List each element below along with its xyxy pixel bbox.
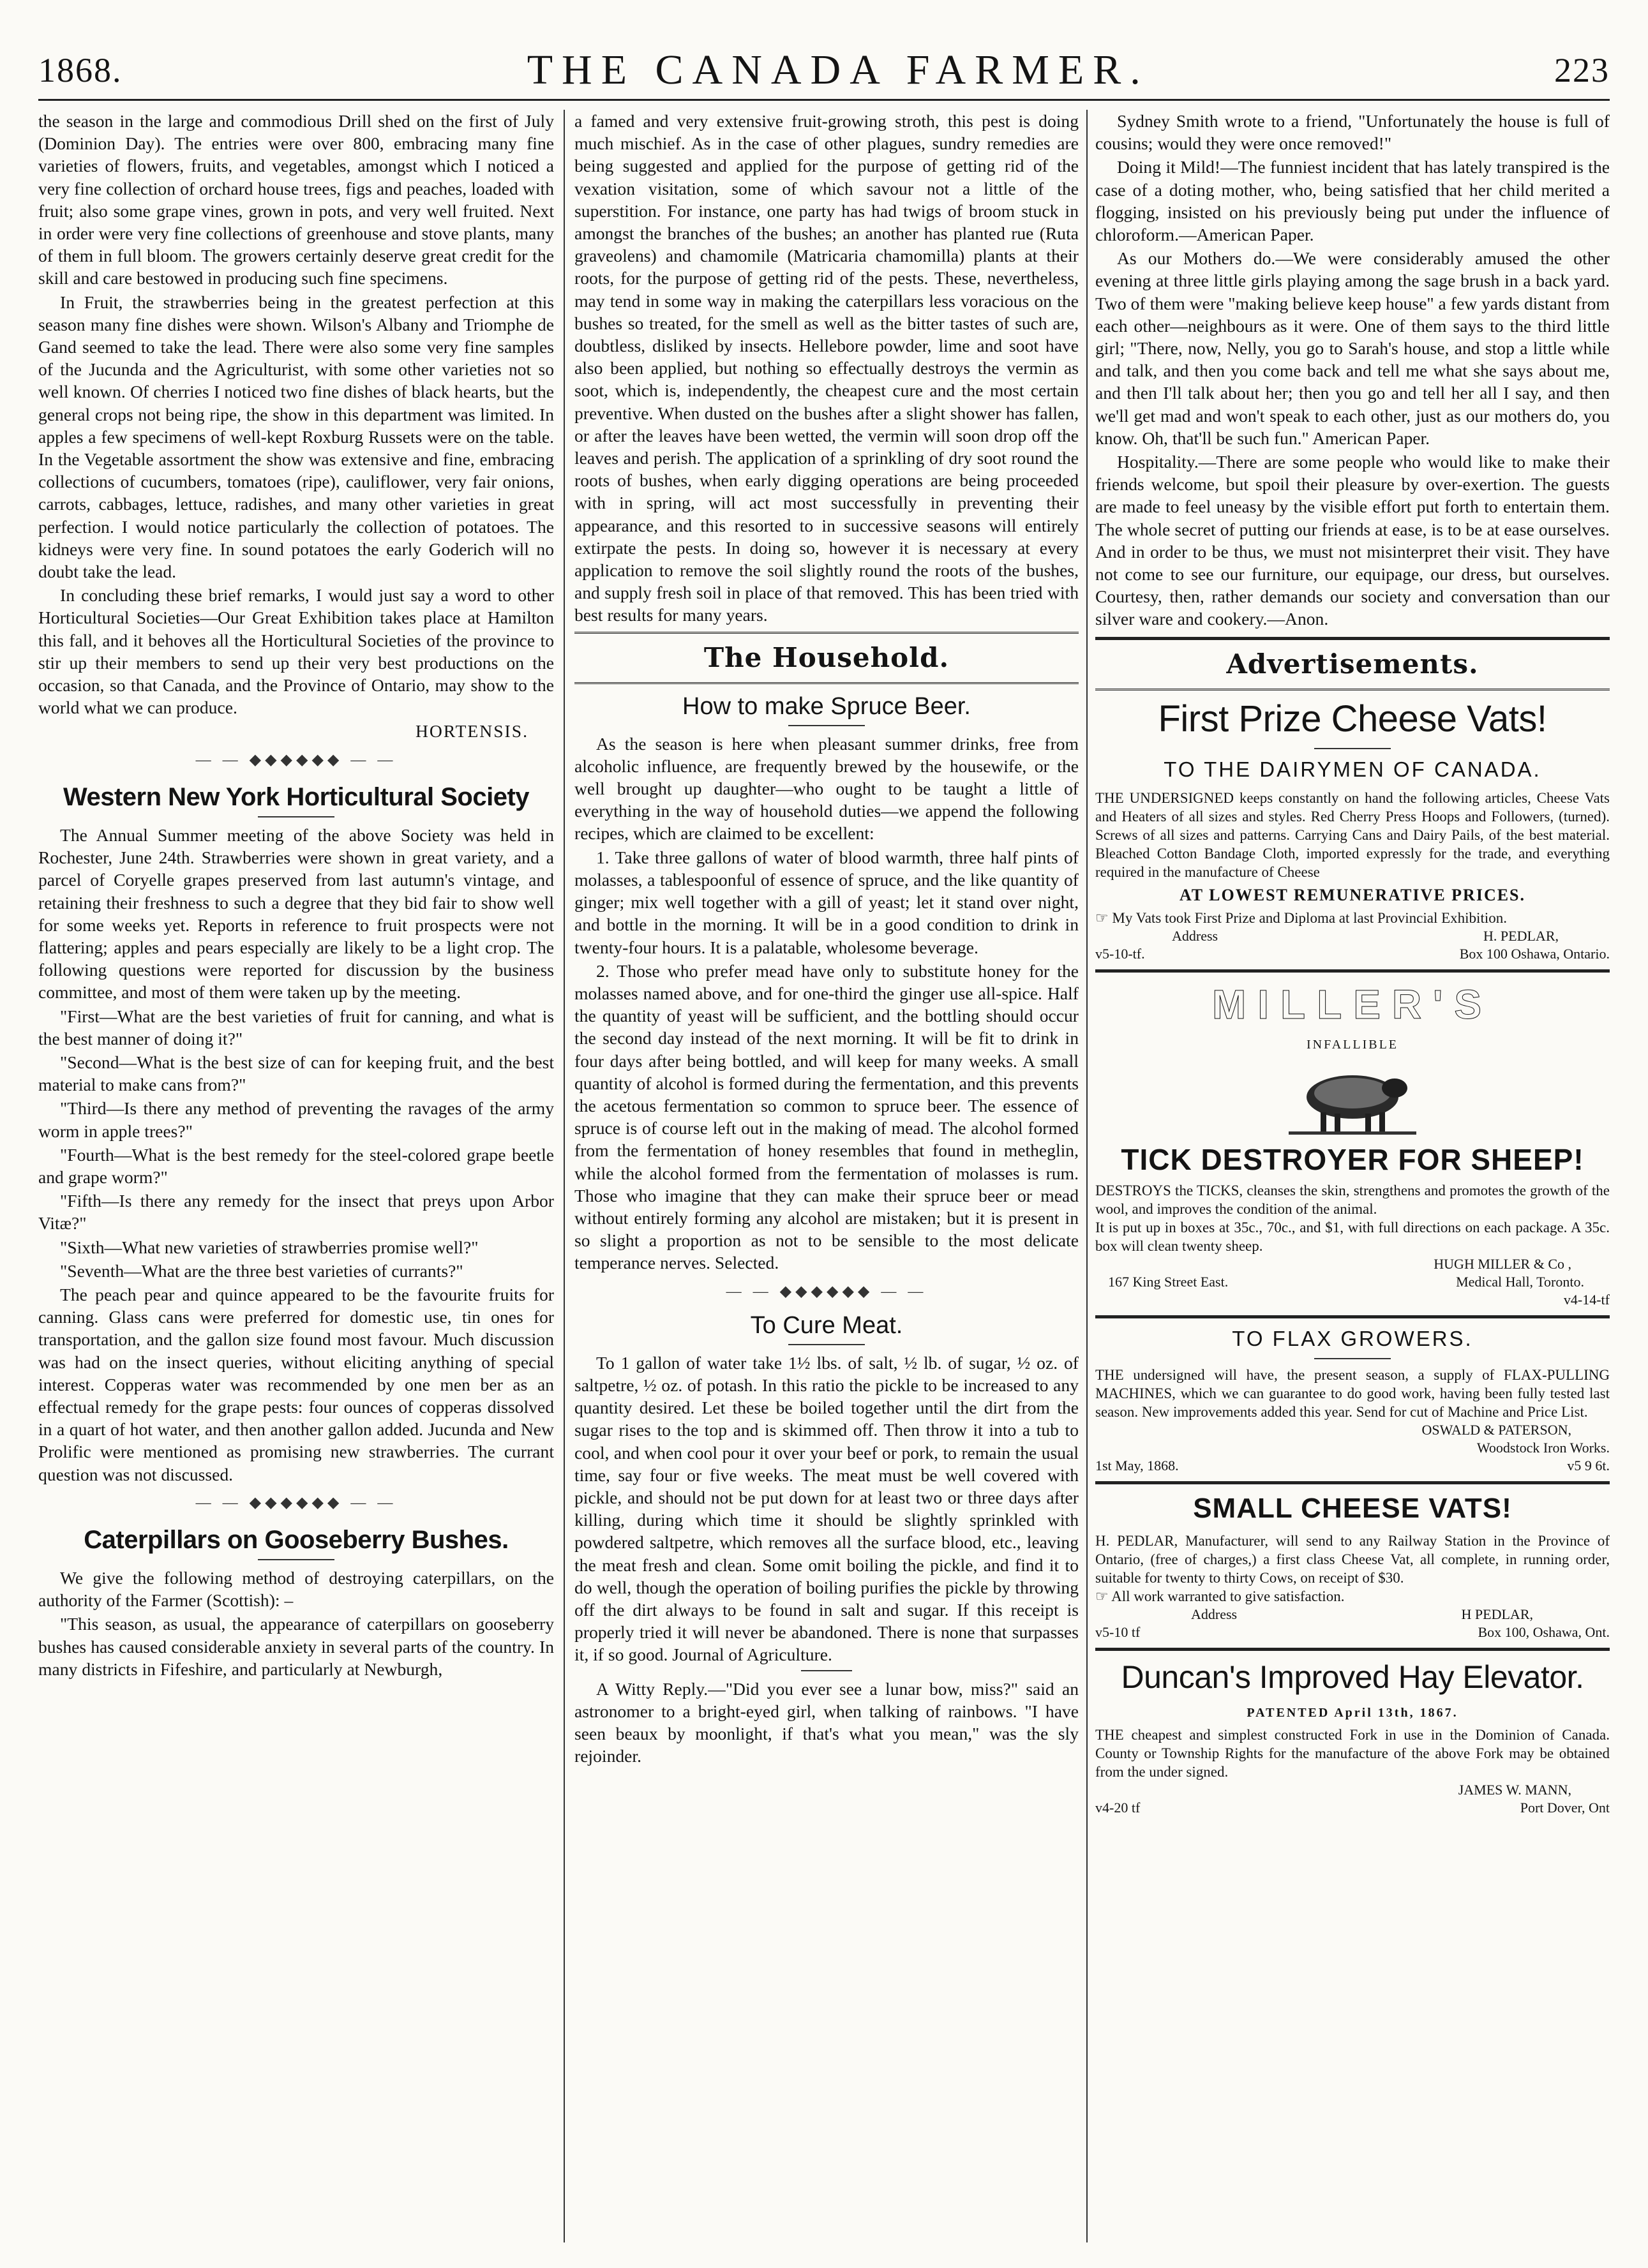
column-divider bbox=[1086, 110, 1088, 2242]
column-divider bbox=[564, 110, 565, 2242]
paragraph: the season in the large and commodious Drill shed on the first of July (Dominion Day). The entries were over 800, embracing many fine varieties of flowers, fruits, and vegetables, amongst which I noticed a very fine collection of orchard house trees, figs and peaches, loaded with fruit; also some grape vines, grown in pots, and very well fruited. Next in order were very fine collections of greenhouse and stove plants, many of them in full bloom. The growers certainly deserve great credit for the skill and care bestowed in producing such fine specimens. bbox=[38, 111, 554, 288]
question: "First—What are the best varieties of fruit for canning, and what is the best manner of doing it?" bbox=[38, 1006, 554, 1048]
ad-rule bbox=[1095, 1648, 1610, 1651]
ad-title: TO FLAX GROWERS. bbox=[1232, 1327, 1473, 1351]
ad-footer-row bbox=[1095, 1273, 1610, 1291]
ad-rule bbox=[1095, 1481, 1610, 1484]
ad-small-cheese-vats bbox=[1095, 1491, 1610, 1641]
ad-code: v5-10 tf bbox=[1095, 1624, 1141, 1641]
ad-name: H PEDLAR, bbox=[1461, 1606, 1533, 1623]
divider bbox=[788, 1344, 865, 1345]
ad-millers-tick-destroyer bbox=[1095, 979, 1610, 1309]
ad-title: SMALL CHEESE VATS! bbox=[1193, 1493, 1512, 1525]
ornament-divider: — — ◆◆◆◆◆◆ — — bbox=[195, 1494, 397, 1511]
signature: HORTENSIS. bbox=[415, 721, 528, 742]
article-heading: Western New York Horticultural Society bbox=[63, 782, 530, 811]
section-rule bbox=[1095, 637, 1610, 640]
section-rule bbox=[574, 632, 1079, 634]
section-rule bbox=[574, 682, 1079, 684]
divider bbox=[801, 1670, 852, 1671]
ad-date: 1st May, 1868. bbox=[1095, 1458, 1179, 1474]
paragraph: "This season, as usual, the appearance of caterpillars on gooseberry bushes has caused considerable anxiety in several parts of the country. In many districts in Fifeshire, and particularly at Newburgh, bbox=[38, 1614, 554, 1679]
sheep-illustration-icon bbox=[1282, 1060, 1423, 1137]
paragraph: In Fruit, the strawberries being in the greatest perfection at this season many fine dishes were shown. Wilson's Albany and Triomphe de Gand seemed to take the lead. There were also some very fine samples of the Jucunda and the Agriculturist, with some other varieties not so well known. Of cherries I noticed two fine dishes of black hearts, but the general crops not being ripe, the show in this department was limited. In apples a few specimens of well-kept Roxburg Russets were on the table. In the Vegetable assortment the show was extensive and fine, embracing collections of cucumbers, tomatoes (ripe), cauliflower, very fair onions, carrots, cabbages, lettuce, radishes, and many other varieties in great perfection. I would notice particularly the collection of potatoes. The kidneys were very fine. In sound potatoes the early Goderich will no doubt take the lead. bbox=[38, 292, 554, 582]
ad-place: Woodstock Iron Works. bbox=[1476, 1440, 1610, 1456]
masthead-title: THE CANADA FARMER. bbox=[527, 47, 1150, 93]
ad-patent: PATENTED April 13th, 1867. bbox=[1247, 1706, 1458, 1720]
ad-name: HUGH MILLER & Co , bbox=[1434, 1256, 1571, 1272]
ad-address-label: Address bbox=[1191, 1606, 1238, 1623]
ad-note: ☞ My Vats took First Prize and Diploma at last Provincial Exhibition. bbox=[1095, 909, 1507, 926]
masthead-year: 1868. bbox=[38, 51, 123, 89]
ad-headline: TICK DESTROYER FOR SHEEP! bbox=[1121, 1143, 1584, 1177]
ad-subtitle: TO THE DAIRYMEN OF CANADA. bbox=[1164, 757, 1541, 781]
ornament-divider: — — ◆◆◆◆◆◆ — — bbox=[195, 751, 397, 768]
ad-signature-row bbox=[1095, 1255, 1610, 1273]
paragraph: Doing it Mild!—The funniest incident that has lately transpired is the case of a doting mother, who, being satisfied that her child merited a flogging, insisted on his previously being put under the influence of chloroform.—American Paper. bbox=[1095, 157, 1610, 245]
question: "Seventh—What are the three best varieties of currants?" bbox=[60, 1260, 463, 1281]
ad-footer-row bbox=[1095, 1457, 1610, 1475]
ad-code-row bbox=[1095, 1291, 1610, 1309]
ad-prices: AT LOWEST REMUNERATIVE PRICES. bbox=[1179, 885, 1526, 904]
section-heading-advertisements: Advertisements. bbox=[1226, 648, 1479, 680]
ad-code: v4-20 tf bbox=[1095, 1800, 1141, 1816]
divider bbox=[788, 725, 865, 726]
paragraph: Sydney Smith wrote to a friend, "Unfortunately the house is full of cousins; would they were once removed!" bbox=[1095, 111, 1610, 154]
article-heading: Caterpillars on Gooseberry Bushes. bbox=[84, 1525, 509, 1554]
ad-name: H. PEDLAR, bbox=[1483, 927, 1559, 944]
ad-code: v5 9 6t. bbox=[1567, 1458, 1610, 1474]
ad-cheese-vats bbox=[1095, 696, 1610, 963]
paragraph: 1. Take three gallons of water of blood warmth, three half pints of molasses, a tablespoonful of essence of spruce, and the like quantity of ginger; mix well together with a gill of yeast; let it stand over night, and bottle in the morning. It will be in a good condition to drink in twenty-four hours. It is a palatable, wholesome beverage. bbox=[574, 847, 1079, 957]
paragraph: We give the following method of destroying caterpillars, on the authority of the Farmer (Scottish): – bbox=[38, 1567, 554, 1611]
paragraph: A Witty Reply.—"Did you ever see a lunar bow, miss?" said an astronomer to a bright-eyed girl, when talking of rainbows. "I have seen beaux by moonlight, if that's what you mean," was the sly rejoinder. bbox=[574, 1678, 1079, 1766]
ad-body: DESTROYS the TICKS, cleanses the skin, strengthens and promotes the growth of the wool, and improves the condition of the animal. bbox=[1095, 1182, 1610, 1218]
ad-place-row bbox=[1095, 1439, 1610, 1457]
column-1 bbox=[38, 110, 554, 2242]
ad-address: 167 King Street East. bbox=[1108, 1274, 1229, 1290]
ad-rule bbox=[1095, 969, 1610, 973]
paragraph: In concluding these brief remarks, I would just say a word to other Horticultural Societies—Our Great Exhibition takes place at Hamilton this fall, and it behoves all the Horticultural Societies of the province to stir up their members to send up their very best productions on the occasion, so that Canada, and the Province of Ontario, may show to the world what we can produce. bbox=[38, 585, 554, 718]
ad-signature-row bbox=[1095, 1781, 1610, 1799]
ad-name: OSWALD & PATERSON, bbox=[1421, 1422, 1571, 1438]
ad-title: Duncan's Improved Hay Elevator. bbox=[1121, 1659, 1584, 1696]
ad-place: Port Dover, Ont bbox=[1520, 1800, 1610, 1816]
paragraph: a famed and very extensive fruit-growing stroth, this pest is doing much mischief. As in the case of other plagues, sundry remedies are being suggested and applied for the purpose of getting rid of the vexation visitation, some of which savour not a little of the superstition. For instance, one party has had twigs of broom stuck in amongst the branches of the bushes; an another has planted rue (Ruta graveolens) and chamomile (Matricaria chamomilla) plants at their roots, for the purpose of getting rid of the pests. These, nevertheless, may tend in some way in making the caterpillars less voracious on the bushes so treated, for the smell as well as the bitter tastes of such are, doubtless, disliked by insects. Hellebore powder, lime and soot have also been applied, but nothing so effectually destroys the vermin as soot, which is, independently, the cheapest cure and the most certain preventive. When dusted on the bushes after a slight shower has fallen, or after the leaves have been wetted, the vermin will soon drop off the leaves and perish. The application of a sprinkling of dry soot round the roots of bushes, when early digging operations are being proceeded with in spring, will act most successfully in preventing their appearance, and this resorted to in successive seasons will entirely extirpate the pests. In doing so, however it is necessary at every application to remove the soil slightly round the roots of the bushes, and supply fresh soil in place of that removed. This has been tried with best results for many years. bbox=[574, 111, 1079, 625]
ad-body: THE UNDERSIGNED keeps constantly on hand the following articles, Cheese Vats and Heaters of all sizes and styles. Red Cherry Press Hoops and Followers, (turned). Screws of all sizes and patterns. Carrying Cans and Dairy Pails, of the best material. Bleached Cotton Bandage Cloth, imported expressly for the trade, and everything required in the manufacture of Cheese bbox=[1095, 789, 1610, 880]
article-heading: To Cure Meat. bbox=[750, 1311, 903, 1339]
masthead-rule bbox=[38, 99, 1610, 101]
divider bbox=[1314, 1358, 1391, 1359]
divider bbox=[1314, 748, 1391, 749]
ad-body: H. PEDLAR, Manufacturer, will send to any Railway Station in the Province of Ontario, (free of charges,) a first class Cheese Vat, all complete, in running order, suitable for twenty to thirty Cows, on receipt of $30. bbox=[1095, 1533, 1610, 1586]
paragraph: The Annual Summer meeting of the above Society was held in Rochester, June 24th. Strawberries were shown in great variety, and a parcel of Coryelle grapes preserved from last autumn's vintage, and retaining their freshness to such a degree that they bid fair to show well for some weeks yet. Reports in reference to fruit prospects were not flattering; apples and pears especially are likely to be a light crop. The following questions were reported for discussion by the business committee, and most of them were taken up by the meeting. bbox=[38, 824, 554, 1003]
ad-code: v5-10-tf. bbox=[1095, 945, 1145, 962]
ad-body: THE cheapest and simplest constructed Fork in use in the Dominion of Canada. County or Township Rights for the manufacture of the above Fork may be obtained from the under signed. bbox=[1095, 1727, 1610, 1780]
question: "Sixth—What new varieties of strawberries promise well?" bbox=[60, 1237, 479, 1257]
masthead bbox=[38, 45, 1610, 96]
ad-body: It is put up in boxes at 35c., 70c., and $1, with full directions on each package. A 35c. box will clean twenty sheep. bbox=[1095, 1220, 1610, 1255]
ad-note: ☞ All work warranted to give satisfaction. bbox=[1095, 1588, 1345, 1605]
ad-address-row bbox=[1095, 927, 1610, 945]
ad-small-caps: INFALLIBLE bbox=[1306, 1037, 1399, 1052]
ad-place: Medical Hall, Toronto. bbox=[1456, 1274, 1584, 1290]
column-2 bbox=[574, 110, 1079, 2242]
paragraph: To 1 gallon of water take 1½ lbs. of salt, ½ lb. of sugar, ½ oz. of saltpetre, ½ oz. of potash. In this ratio the pickle to be increased to any quantity desired. Let these be boiled together until the dirt from the sugar rises to the top and is skimmed off. Then throw it into a tub to cool, and when cool pour it over your beef or pork, to remain the usual time, say four or five weeks. The meat must be well covered with pickle, and should not be put down for at least two or three days after killing, during which time it should be slightly sprinkled with powdered saltpetre, which removes all the surface blood, etc., leaving the meat fresh and clean. Some omit boiling the pickle, and find it to do well, though the operation of boiling purifies the pickle by throwing off the dirt always to be found in salt and sugar. If this receipt is properly tried it will never be abandoned. There is none that surpasses it, if so good. Journal of Agriculture. bbox=[574, 1352, 1079, 1665]
ad-box: Box 100 Oshawa, Ontario. bbox=[1459, 945, 1610, 962]
ad-footer-row bbox=[1095, 945, 1610, 963]
column-3 bbox=[1095, 110, 1610, 2242]
page-number: 223 bbox=[1554, 51, 1610, 89]
ad-hay-elevator bbox=[1095, 1657, 1610, 1817]
article-heading: How to make Spruce Beer. bbox=[682, 692, 971, 720]
ad-code: v4-14-tf bbox=[1563, 1292, 1610, 1308]
paragraph: The peach pear and quince appeared to be the favourite fruits for canning. Glass cans were preferred for domestic use, tin ones for transportation, and the gallon size found most favour. Much discussion was had on the insect queries, without eliciting anything of special interest. Copperas water was recommended by one men ber as an effectual remedy for the grape pests: four ounces of copperas dissolved in a quart of hot water, and then another gallon added. Jucunda and New Prolific were mentioned as promising new strawberries. The currant question was not discussed. bbox=[38, 1284, 554, 1484]
ad-footer-row bbox=[1095, 1623, 1610, 1641]
divider bbox=[258, 816, 334, 817]
ad-footer-row bbox=[1095, 1799, 1610, 1817]
ad-address-label: Address bbox=[1172, 927, 1218, 944]
ad-body: THE undersigned will have, the present season, a supply of FLAX-PULLING MACHINES, which we can guarantee to do good work, having been fully tested last season. New improvements added this year. Send for cut of Machine and Price List. bbox=[1095, 1367, 1610, 1421]
section-rule bbox=[1095, 689, 1610, 690]
ad-box: Box 100, Oshawa, Ont. bbox=[1478, 1624, 1610, 1641]
question: "Third—Is there any method of preventing the ravages of the army worm in apple trees?" bbox=[38, 1098, 554, 1141]
paragraph: As the season is here when pleasant summer drinks, free from alcoholic influence, are frequently brewed by the housewife, or the well brought up daughter—who ought to be taught a little of everything in the way of household duties—we append the following recipes, which are claimed to be excellent: bbox=[574, 733, 1079, 844]
ad-title: MILLER'S bbox=[1211, 981, 1494, 1027]
question: "Fourth—What is the best remedy for the steel-colored grape beetle and grape worm?" bbox=[38, 1144, 554, 1187]
paragraph: Hospitality.—There are some people who would like to make their friends welcome, but spoil their pleasure by over-exertion. The guests are made to feel uneasy by the visible effort put forth to entertain them. The whole secret of putting our friends at ease, is to be at ease ourselves. And in order to be thus, we must not misinterpret their visit. They have not come to see our furniture, our equipage, our dress, but ourselves. Courtesy, then, rather demands our society and conversation than our silver ware and cookery.—Anon. bbox=[1095, 452, 1610, 629]
section-heading-household: The Household. bbox=[703, 641, 950, 673]
paragraph: 2. Those who prefer mead have only to substitute honey for the molasses named above, and for one-third the ginger use all-spice. Half the quantity of yeast will be sufficient, and the bottling should occur the second day instead of the next morning. It will be fit to drink in four days after being bottled, and will keep for many weeks. A small quantity of alcohol is formed during the fermentation, and this prevents the acetous fermentation so common to spruce beer. The essence of spruce is of course left out in the making of mead. The alcohol formed from the fermentation of honey resembles that found in metheglin, while the alcohol formed from the fermentation of molasses is rum. Those who imagine that they can make their spruce beer or mead without entirely forming any alcohol are mistaken; but it is present in so slight a proportion as not to be sensible to the most delicate temperance nerves. Selected. bbox=[574, 960, 1079, 1273]
ad-rule bbox=[1095, 1315, 1610, 1318]
ad-title: First Prize Cheese Vats! bbox=[1158, 698, 1547, 740]
question: "Second—What is the best size of can for keeping fruit, and the best material to make cans from?" bbox=[38, 1052, 554, 1095]
paragraph: As our Mothers do.—We were considerably amused the other evening at three little girls playing among the sage brush in a back yard. Two of them were "making believe keep house" a few yards distant from each other—neighbours as it were. One of them says to the third little girl; "There, now, Nelly, you go to Sarah's house, and stop a little while and talk, and then you come back and tell me what she says about me, and then I'll talk about her; then you go and tell her all I say, and then we'll get mad and won't speak to each other, just as our mothers do, you know. Oh, that'll be such fun." American Paper. bbox=[1095, 248, 1610, 448]
ad-address-row bbox=[1095, 1606, 1610, 1623]
ad-flax-growers bbox=[1095, 1325, 1610, 1475]
question: "Fifth—Is there any remedy for the insect that preys upon Arbor Vitæ?" bbox=[38, 1191, 554, 1234]
divider bbox=[258, 1559, 334, 1560]
ad-signature-row bbox=[1095, 1421, 1610, 1439]
ad-name: JAMES W. MANN, bbox=[1458, 1782, 1571, 1798]
ornament-divider: — — ◆◆◆◆◆◆ — — bbox=[726, 1283, 927, 1300]
